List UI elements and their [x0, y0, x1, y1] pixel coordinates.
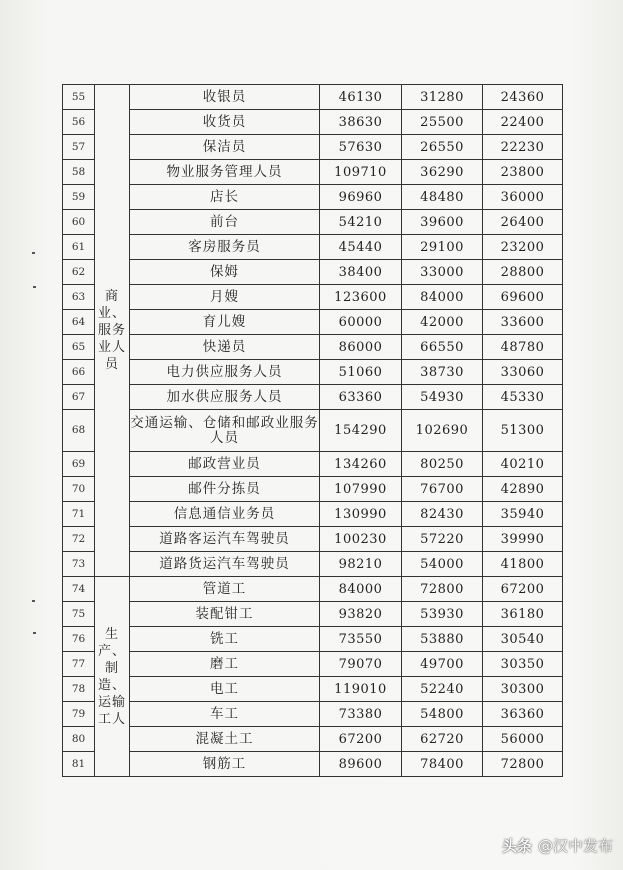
table-row: [63, 335, 563, 360]
wage-value-1: 130990: [320, 502, 402, 527]
wage-value-1: 89600: [320, 752, 402, 777]
table-row: [63, 452, 563, 477]
wage-value-3: 56000: [483, 727, 563, 752]
row-number: 55: [63, 85, 95, 110]
row-number: 68: [63, 410, 95, 452]
wage-value-1: 51060: [320, 360, 402, 385]
wage-value-2: 53880: [402, 627, 483, 652]
category-cell: 生产、制造、运输工人: [95, 577, 130, 777]
wage-value-3: 48780: [483, 335, 563, 360]
job-title: 月嫂: [130, 285, 320, 310]
wage-value-3: 30350: [483, 652, 563, 677]
table-row: [63, 110, 563, 135]
row-number: 60: [63, 210, 95, 235]
wage-value-2: 53930: [402, 602, 483, 627]
wage-value-2: 80250: [402, 452, 483, 477]
job-title: 混凝土工: [130, 727, 320, 752]
wage-value-1: 38400: [320, 260, 402, 285]
wage-value-1: 123600: [320, 285, 402, 310]
wage-value-3: 30300: [483, 677, 563, 702]
job-title: 保姆: [130, 260, 320, 285]
row-number: 81: [63, 752, 95, 777]
job-title: 交通运输、仓储和邮政业服务人员: [130, 410, 320, 452]
job-title: 管道工: [130, 577, 320, 602]
job-title: 客房服务员: [130, 235, 320, 260]
job-title: 铣工: [130, 627, 320, 652]
wage-value-1: 45440: [320, 235, 402, 260]
table-row: [63, 602, 563, 627]
wage-value-2: 66550: [402, 335, 483, 360]
wage-value-2: 42000: [402, 310, 483, 335]
wage-value-1: 84000: [320, 577, 402, 602]
wage-value-3: 69600: [483, 285, 563, 310]
wage-value-1: 107990: [320, 477, 402, 502]
table-row: [63, 652, 563, 677]
wage-value-1: 134260: [320, 452, 402, 477]
table-row: [63, 527, 563, 552]
table-row: [63, 85, 563, 110]
row-number: 57: [63, 135, 95, 160]
wage-value-1: 96960: [320, 185, 402, 210]
job-title: 店长: [130, 185, 320, 210]
job-title: 保洁员: [130, 135, 320, 160]
wage-value-2: 72800: [402, 577, 483, 602]
wage-value-3: 36180: [483, 602, 563, 627]
wage-value-1: 54210: [320, 210, 402, 235]
row-number: 72: [63, 527, 95, 552]
wage-value-2: 76700: [402, 477, 483, 502]
table-row: [63, 502, 563, 527]
row-number: 80: [63, 727, 95, 752]
table-row: [63, 410, 563, 452]
category-cell: 商业、服务业人员: [95, 85, 130, 577]
job-title: 快递员: [130, 335, 320, 360]
job-title: 加水供应服务人员: [130, 385, 320, 410]
job-title: 道路客运汽车驾驶员: [130, 527, 320, 552]
job-title: 电工: [130, 677, 320, 702]
job-title: 钢筋工: [130, 752, 320, 777]
row-number: 67: [63, 385, 95, 410]
row-number: 69: [63, 452, 95, 477]
wage-value-3: 33060: [483, 360, 563, 385]
row-number: 56: [63, 110, 95, 135]
wage-value-2: 31280: [402, 85, 483, 110]
wage-value-1: 73380: [320, 702, 402, 727]
row-number: 62: [63, 260, 95, 285]
job-title: 邮件分拣员: [130, 477, 320, 502]
table-row: [63, 235, 563, 260]
job-title: 信息通信业务员: [130, 502, 320, 527]
wage-value-3: 41800: [483, 552, 563, 577]
watermark: [502, 835, 613, 856]
wage-value-1: 100230: [320, 527, 402, 552]
table-row: [63, 285, 563, 310]
table-row: [63, 477, 563, 502]
job-title: 收货员: [130, 110, 320, 135]
job-title: 道路货运汽车驾驶员: [130, 552, 320, 577]
wage-value-3: 51300: [483, 410, 563, 452]
wage-value-3: 23200: [483, 235, 563, 260]
job-title: 前台: [130, 210, 320, 235]
wage-value-1: 60000: [320, 310, 402, 335]
wage-value-2: 84000: [402, 285, 483, 310]
wage-value-2: 54800: [402, 702, 483, 727]
wage-value-2: 29100: [402, 235, 483, 260]
row-number: 77: [63, 652, 95, 677]
wage-value-2: 39600: [402, 210, 483, 235]
job-title: 育儿嫂: [130, 310, 320, 335]
wage-value-1: 93820: [320, 602, 402, 627]
row-number: 59: [63, 185, 95, 210]
wage-value-3: 22400: [483, 110, 563, 135]
wage-value-3: 42890: [483, 477, 563, 502]
scan-speck: [33, 286, 36, 288]
wage-value-3: 40210: [483, 452, 563, 477]
job-title: 磨工: [130, 652, 320, 677]
scan-speck: [32, 252, 35, 254]
wage-value-1: 109710: [320, 160, 402, 185]
job-title: 电力供应服务人员: [130, 360, 320, 385]
wage-value-2: 38730: [402, 360, 483, 385]
wage-value-1: 86000: [320, 335, 402, 360]
row-number: 65: [63, 335, 95, 360]
wage-value-1: 154290: [320, 410, 402, 452]
table-row: [63, 627, 563, 652]
job-title: 装配钳工: [130, 602, 320, 627]
wage-value-2: 36290: [402, 160, 483, 185]
row-number: 58: [63, 160, 95, 185]
wage-value-3: 36000: [483, 185, 563, 210]
wage-value-1: 79070: [320, 652, 402, 677]
wage-value-2: 54930: [402, 385, 483, 410]
wage-value-2: 82430: [402, 502, 483, 527]
wage-value-3: 22230: [483, 135, 563, 160]
wage-value-2: 48480: [402, 185, 483, 210]
wage-value-1: 46130: [320, 85, 402, 110]
row-number: 64: [63, 310, 95, 335]
row-number: 71: [63, 502, 95, 527]
table-row: [63, 360, 563, 385]
row-number: 66: [63, 360, 95, 385]
wage-value-3: 26400: [483, 210, 563, 235]
job-title: 邮政营业员: [130, 452, 320, 477]
row-number: 70: [63, 477, 95, 502]
row-number: 61: [63, 235, 95, 260]
table-row: [63, 185, 563, 210]
table-row: [63, 210, 563, 235]
wage-value-3: 72800: [483, 752, 563, 777]
table-row: [63, 135, 563, 160]
table-row: [63, 160, 563, 185]
table-row: [63, 752, 563, 777]
wage-value-1: 73550: [320, 627, 402, 652]
watermark-handle: @汉中发布: [537, 837, 613, 855]
table-row: [63, 702, 563, 727]
wage-value-2: 26550: [402, 135, 483, 160]
wage-value-3: 30540: [483, 627, 563, 652]
wage-table-body: [63, 85, 563, 777]
row-number: 63: [63, 285, 95, 310]
wage-value-2: 33000: [402, 260, 483, 285]
job-title: 物业服务管理人员: [130, 160, 320, 185]
wage-value-1: 38630: [320, 110, 402, 135]
wage-value-3: 24360: [483, 85, 563, 110]
job-title: 车工: [130, 702, 320, 727]
scan-speck: [32, 600, 35, 602]
wage-table: [62, 84, 563, 777]
wage-value-1: 67200: [320, 727, 402, 752]
wage-value-3: 39990: [483, 527, 563, 552]
watermark-logo: 头条: [501, 837, 532, 855]
wage-value-1: 63360: [320, 385, 402, 410]
scan-speck: [33, 632, 36, 634]
row-number: 73: [63, 552, 95, 577]
row-number: 76: [63, 627, 95, 652]
table-row: [63, 677, 563, 702]
wage-value-2: 57220: [402, 527, 483, 552]
table-row: [63, 727, 563, 752]
wage-value-3: 35940: [483, 502, 563, 527]
table-row: [63, 385, 563, 410]
wage-value-3: 28800: [483, 260, 563, 285]
wage-value-2: 102690: [402, 410, 483, 452]
row-number: 75: [63, 602, 95, 627]
row-number: 79: [63, 702, 95, 727]
wage-value-3: 67200: [483, 577, 563, 602]
job-title: 收银员: [130, 85, 320, 110]
table-row: [63, 552, 563, 577]
wage-value-1: 119010: [320, 677, 402, 702]
wage-value-1: 57630: [320, 135, 402, 160]
wage-value-3: 23800: [483, 160, 563, 185]
table-row: [63, 260, 563, 285]
wage-value-2: 54000: [402, 552, 483, 577]
wage-value-2: 25500: [402, 110, 483, 135]
wage-value-2: 62720: [402, 727, 483, 752]
row-number: 74: [63, 577, 95, 602]
wage-value-1: 98210: [320, 552, 402, 577]
row-number: 78: [63, 677, 95, 702]
wage-value-3: 45330: [483, 385, 563, 410]
table-row: [63, 577, 563, 602]
wage-value-2: 52240: [402, 677, 483, 702]
wage-value-3: 33600: [483, 310, 563, 335]
wage-value-2: 49700: [402, 652, 483, 677]
wage-value-3: 36360: [483, 702, 563, 727]
wage-value-2: 78400: [402, 752, 483, 777]
table-row: [63, 310, 563, 335]
